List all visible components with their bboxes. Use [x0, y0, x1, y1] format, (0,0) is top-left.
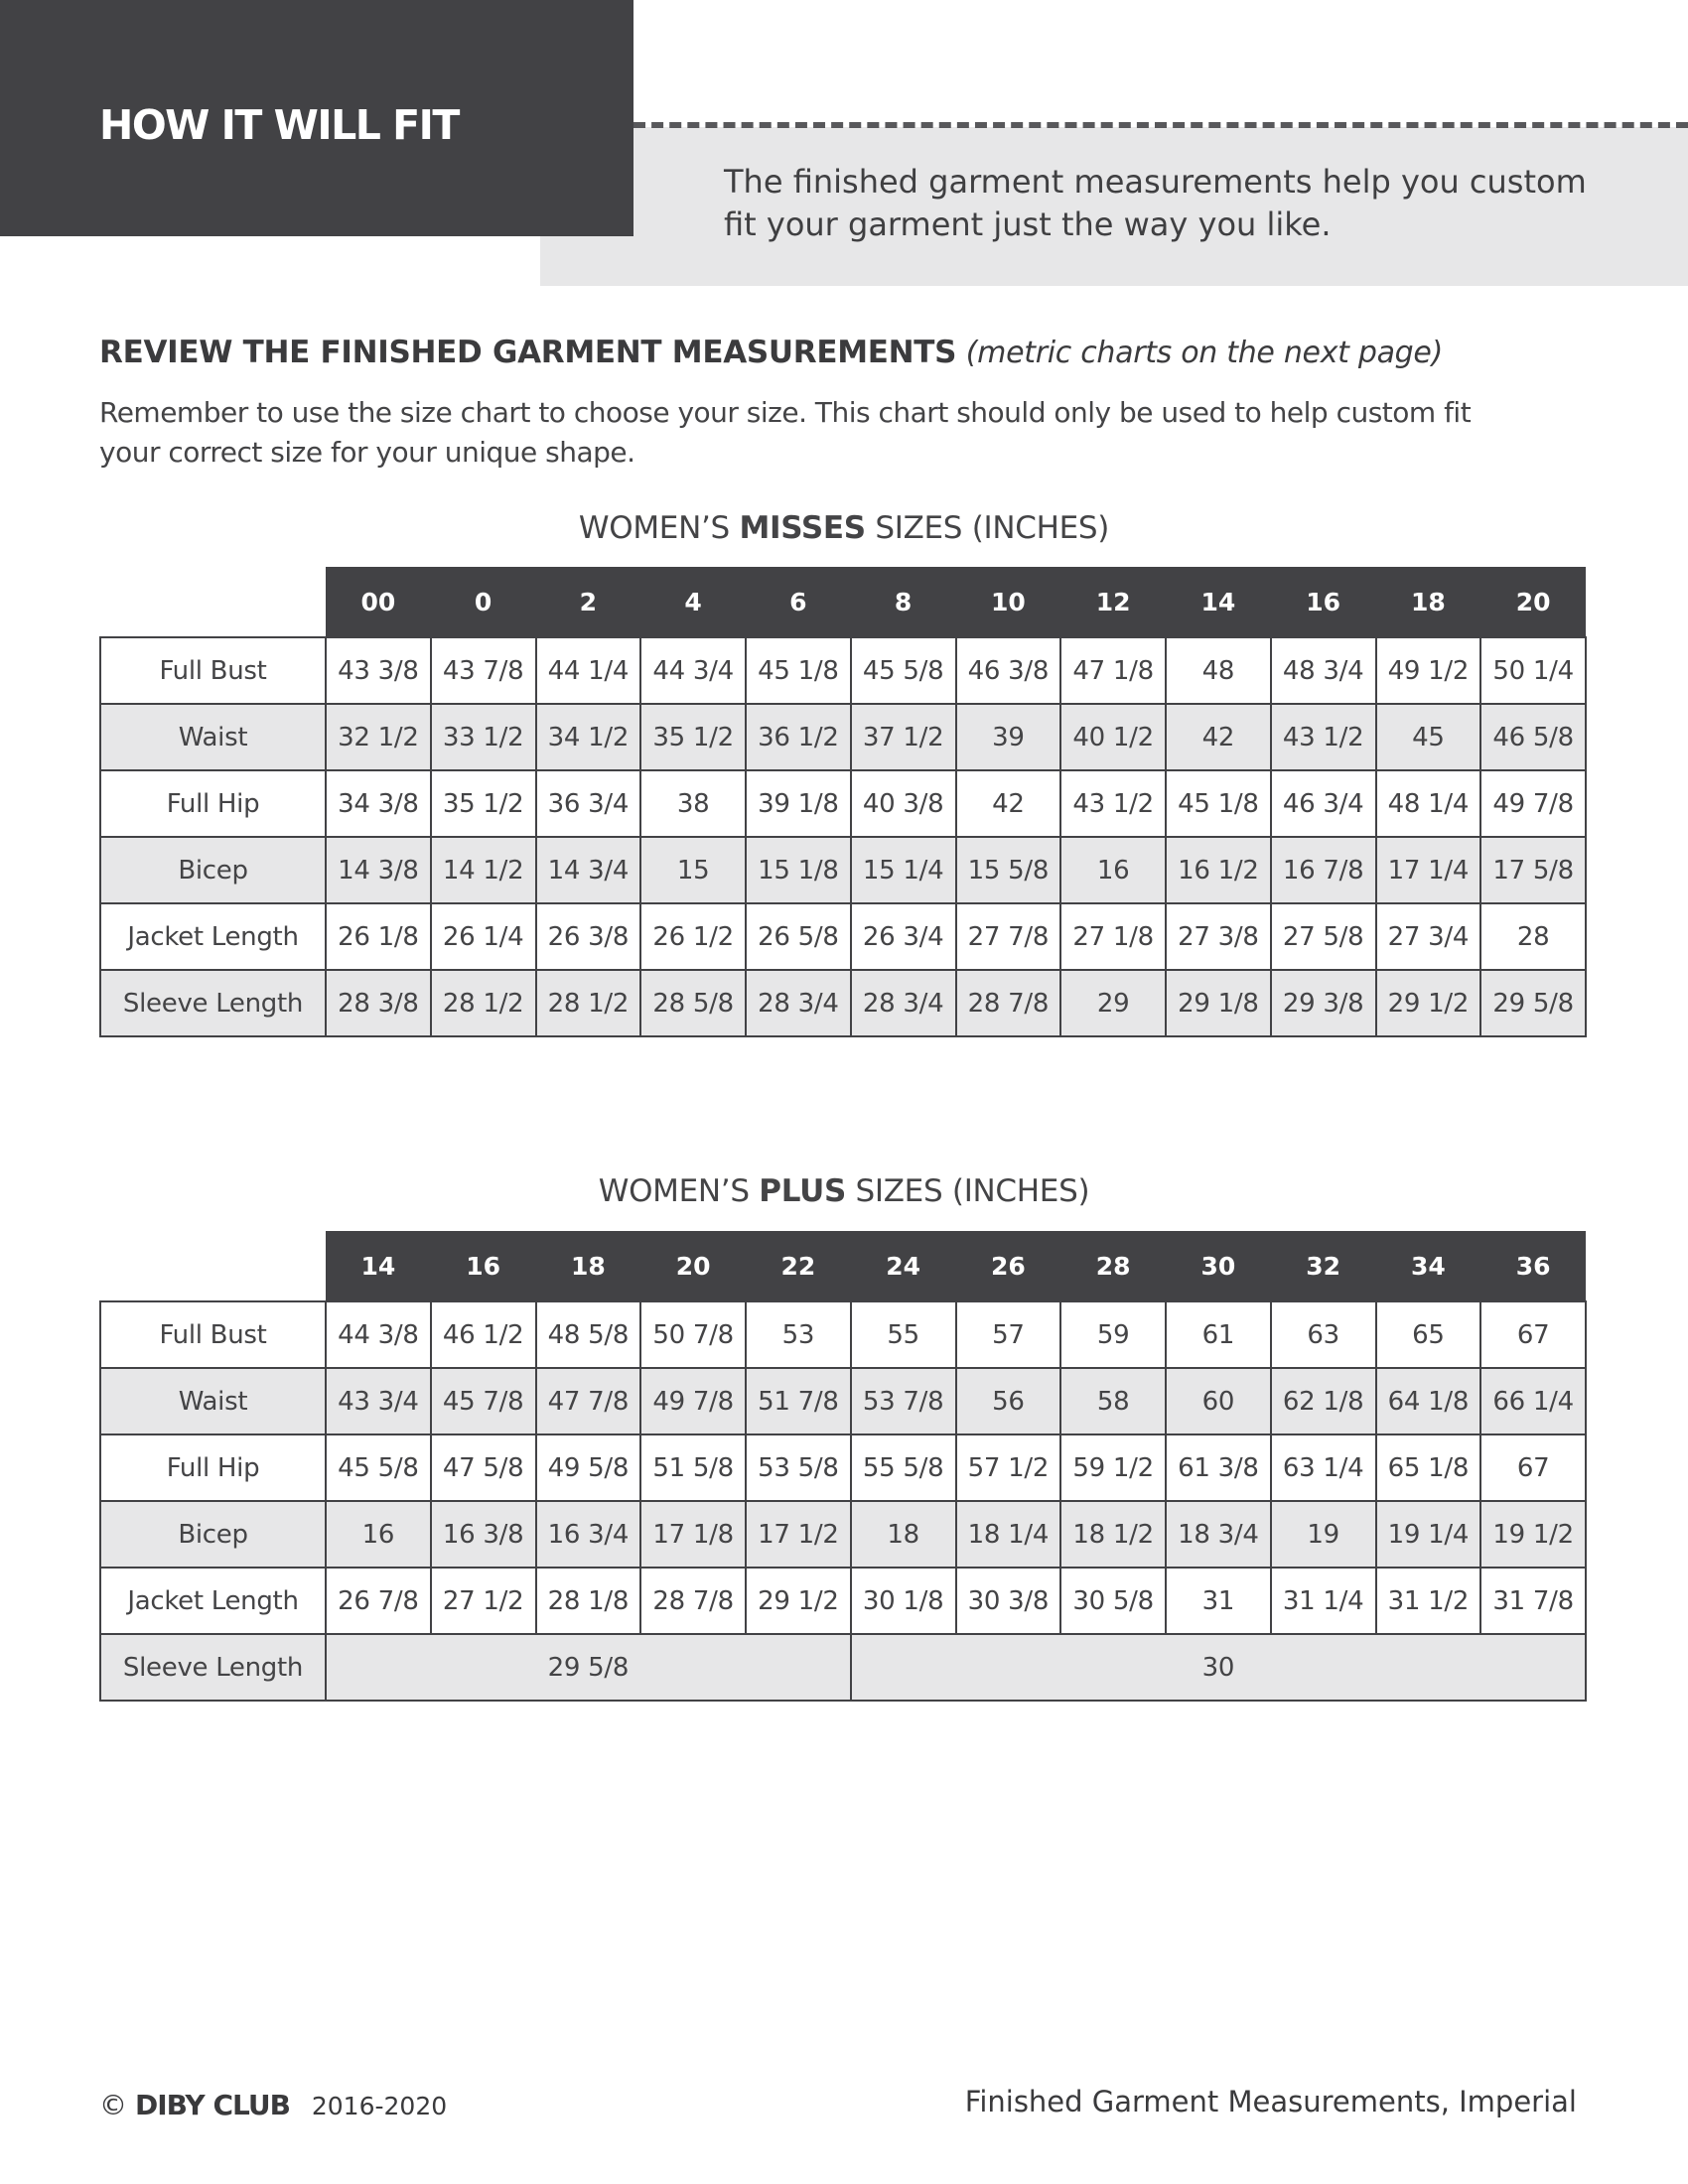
measurement-cell: 47 7/8: [536, 1368, 641, 1434]
table-row: [100, 1634, 1586, 1701]
measurement-cell: 28 7/8: [640, 1568, 746, 1634]
row-label: Full Hip: [100, 770, 326, 837]
page-title: HOW IT WILL FIT: [99, 101, 459, 149]
size-header: 22: [746, 1231, 851, 1301]
misses-title-bold: MISSES: [739, 510, 866, 546]
plus-size-table: [99, 1231, 1587, 1702]
misses-title-post: SIZES (INCHES): [865, 510, 1110, 546]
measurement-cell: 27 3/4: [1376, 903, 1481, 970]
measurement-cell: 58: [1060, 1368, 1166, 1434]
measurement-cell: 31 1/2: [1376, 1568, 1481, 1634]
measurement-cell: 31 7/8: [1480, 1568, 1586, 1634]
measurement-cell: 48 3/4: [1271, 637, 1376, 704]
size-header: 10: [956, 567, 1061, 637]
table-row: [100, 970, 1586, 1036]
measurement-cell: 40 1/2: [1060, 704, 1166, 770]
row-label: Full Bust: [100, 1301, 326, 1368]
footer-page-label: Finished Garment Measurements, Imperial: [964, 2085, 1577, 2118]
measurement-cell: 53: [746, 1301, 851, 1368]
measurement-cell: 14 1/2: [431, 837, 536, 903]
measurement-cell: 43 3/4: [326, 1368, 431, 1434]
measurement-cell: 64 1/8: [1376, 1368, 1481, 1434]
measurement-cell: 17 1/8: [640, 1501, 746, 1568]
measurement-cell: 28 5/8: [640, 970, 746, 1036]
size-header-row: [100, 1231, 1586, 1301]
measurement-cell: 46 3/8: [956, 637, 1061, 704]
measurement-cell: 65 1/8: [1376, 1434, 1481, 1501]
section-heading-note: (metric charts on the next page): [965, 336, 1443, 370]
measurement-cell: 43 1/2: [1271, 704, 1376, 770]
measurement-cell: 14 3/4: [536, 837, 641, 903]
row-label: Bicep: [100, 1501, 326, 1568]
misses-table-title: [0, 510, 1688, 546]
size-header: 16: [431, 1231, 536, 1301]
measurement-cell: 49 5/8: [536, 1434, 641, 1501]
measurement-cell: 26 3/4: [851, 903, 956, 970]
measurement-cell: 32 1/2: [326, 704, 431, 770]
measurement-cell: 15: [640, 837, 746, 903]
measurement-cell: 65: [1376, 1301, 1481, 1368]
measurement-cell: 16 1/2: [1166, 837, 1271, 903]
size-header: 0: [431, 567, 536, 637]
intro-text: The finished garment measurements help you custom fit your garment just the way you like.: [724, 163, 1587, 243]
size-header: 26: [956, 1231, 1061, 1301]
section-heading-bold: REVIEW THE FINISHED GARMENT MEASUREMENTS: [99, 335, 957, 370]
row-label: Waist: [100, 1368, 326, 1434]
table-row: [100, 1501, 1586, 1568]
measurement-cell: 34 3/8: [326, 770, 431, 837]
size-header: 34: [1376, 1231, 1481, 1301]
measurement-cell: 47 5/8: [431, 1434, 536, 1501]
size-header: 14: [326, 1231, 431, 1301]
measurement-cell: 19 1/2: [1480, 1501, 1586, 1568]
measurement-cell: 44 3/8: [326, 1301, 431, 1368]
measurement-cell: 49 1/2: [1376, 637, 1481, 704]
size-header: 8: [851, 567, 956, 637]
measurement-cell: 17 1/2: [746, 1501, 851, 1568]
measurement-cell: 49 7/8: [640, 1368, 746, 1434]
measurement-cell: 28 7/8: [956, 970, 1061, 1036]
measurement-cell: 50 7/8: [640, 1301, 746, 1368]
measurement-cell: 45 7/8: [431, 1368, 536, 1434]
size-header: 18: [536, 1231, 641, 1301]
measurement-cell: 27 7/8: [956, 903, 1061, 970]
measurement-cell: 46 3/4: [1271, 770, 1376, 837]
measurement-cell: 28 3/4: [851, 970, 956, 1036]
measurement-cell: 31: [1166, 1568, 1271, 1634]
measurement-cell: 37 1/2: [851, 704, 956, 770]
plus-title-pre: WOMEN’S: [598, 1173, 760, 1209]
measurement-cell: 45 1/8: [746, 637, 851, 704]
measurement-cell: 63 1/4: [1271, 1434, 1376, 1501]
measurement-cell: 57: [956, 1301, 1061, 1368]
measurement-cell: 29: [1060, 970, 1166, 1036]
measurement-cell: 27 1/2: [431, 1568, 536, 1634]
measurement-cell: 16 3/8: [431, 1501, 536, 1568]
measurement-cell: 29 5/8: [1480, 970, 1586, 1036]
measurement-cell: 18 1/4: [956, 1501, 1061, 1568]
table-row: [100, 1368, 1586, 1434]
measurement-cell: 48 5/8: [536, 1301, 641, 1368]
measurement-cell: 16 3/4: [536, 1501, 641, 1568]
table-row: [100, 1301, 1586, 1368]
measurement-cell: 48: [1166, 637, 1271, 704]
measurement-cell: 26 7/8: [326, 1568, 431, 1634]
misses-title-pre: WOMEN’S: [578, 510, 740, 546]
table-row: [100, 704, 1586, 770]
measurement-cell: 56: [956, 1368, 1061, 1434]
footer-brand: [99, 2089, 447, 2121]
measurement-cell: 28 1/8: [536, 1568, 641, 1634]
plus-title-post: SIZES (INCHES): [845, 1173, 1090, 1209]
measurement-cell: 33 1/2: [431, 704, 536, 770]
measurement-cell: 49 7/8: [1480, 770, 1586, 837]
measurement-cell: 30 3/8: [956, 1568, 1061, 1634]
size-header: 28: [1060, 1231, 1166, 1301]
measurement-cell: 59: [1060, 1301, 1166, 1368]
measurement-cell: 35 1/2: [431, 770, 536, 837]
measurement-cell: 47 1/8: [1060, 637, 1166, 704]
measurement-cell: 15 1/8: [746, 837, 851, 903]
measurement-cell: 18: [851, 1501, 956, 1568]
measurement-cell: 61: [1166, 1301, 1271, 1368]
measurement-cell: 28 1/2: [536, 970, 641, 1036]
measurement-cell: 30 5/8: [1060, 1568, 1166, 1634]
measurement-cell: 45 5/8: [851, 637, 956, 704]
section-heading: [99, 335, 1443, 370]
measurement-cell: 44 3/4: [640, 637, 746, 704]
footer-years: 2016-2020: [311, 2092, 448, 2120]
measurement-cell: 29 5/8: [326, 1634, 851, 1701]
measurement-cell: 43 3/8: [326, 637, 431, 704]
measurement-cell: 15 5/8: [956, 837, 1061, 903]
measurement-cell: 67: [1480, 1301, 1586, 1368]
section-description: Remember to use the size chart to choose your size. This chart should only be used to help custom fit your correct size for your unique shape.: [99, 396, 1472, 469]
measurement-cell: 55 5/8: [851, 1434, 956, 1501]
measurement-cell: 16: [326, 1501, 431, 1568]
measurement-cell: 36 1/2: [746, 704, 851, 770]
measurement-cell: 39: [956, 704, 1061, 770]
measurement-cell: 43 1/2: [1060, 770, 1166, 837]
size-header: 18: [1376, 567, 1481, 637]
table-row: [100, 1434, 1586, 1501]
measurement-cell: 19 1/4: [1376, 1501, 1481, 1568]
size-header: 4: [640, 567, 746, 637]
size-header: 6: [746, 567, 851, 637]
measurement-cell: 26 3/8: [536, 903, 641, 970]
size-header: 32: [1271, 1231, 1376, 1301]
measurement-cell: 29 1/8: [1166, 970, 1271, 1036]
measurement-cell: 39 1/8: [746, 770, 851, 837]
row-label: Full Bust: [100, 637, 326, 704]
table-row: [100, 637, 1586, 704]
dashed-divider: [633, 122, 1688, 128]
measurement-cell: 16: [1060, 837, 1166, 903]
measurement-cell: 27 5/8: [1271, 903, 1376, 970]
measurement-cell: 63: [1271, 1301, 1376, 1368]
measurement-cell: 57 1/2: [956, 1434, 1061, 1501]
row-label: Jacket Length: [100, 903, 326, 970]
intro-panel: [540, 127, 1688, 286]
copyright-symbol: ©: [99, 2089, 127, 2121]
table-row: [100, 837, 1586, 903]
measurement-cell: 36 3/4: [536, 770, 641, 837]
plus-table-title: [0, 1173, 1688, 1209]
measurement-cell: 45: [1376, 704, 1481, 770]
measurement-cell: 26 1/8: [326, 903, 431, 970]
measurement-cell: 27 3/8: [1166, 903, 1271, 970]
measurement-cell: 18 3/4: [1166, 1501, 1271, 1568]
row-label: Jacket Length: [100, 1568, 326, 1634]
size-header: 14: [1166, 567, 1271, 637]
size-header: 24: [851, 1231, 956, 1301]
measurement-cell: 60: [1166, 1368, 1271, 1434]
measurement-cell: 15 1/4: [851, 837, 956, 903]
measurement-cell: 14 3/8: [326, 837, 431, 903]
measurement-cell: 26 1/4: [431, 903, 536, 970]
row-label: Full Hip: [100, 1434, 326, 1501]
table-row: [100, 1568, 1586, 1634]
measurement-cell: 17 5/8: [1480, 837, 1586, 903]
plus-title-bold: PLUS: [759, 1173, 846, 1209]
measurement-cell: 40 3/8: [851, 770, 956, 837]
measurement-cell: 31 1/4: [1271, 1568, 1376, 1634]
measurement-cell: 35 1/2: [640, 704, 746, 770]
measurement-cell: 28 3/8: [326, 970, 431, 1036]
size-header: 20: [1480, 567, 1586, 637]
measurement-cell: 28 1/2: [431, 970, 536, 1036]
measurement-cell: 66 1/4: [1480, 1368, 1586, 1434]
measurement-cell: 28 3/4: [746, 970, 851, 1036]
measurement-cell: 46 1/2: [431, 1301, 536, 1368]
measurement-cell: 19: [1271, 1501, 1376, 1568]
size-header: 12: [1060, 567, 1166, 637]
size-header: 16: [1271, 567, 1376, 637]
measurement-cell: 28: [1480, 903, 1586, 970]
row-label: Bicep: [100, 837, 326, 903]
size-header-row: [100, 567, 1586, 637]
size-header: 2: [536, 567, 641, 637]
row-label: Waist: [100, 704, 326, 770]
table-row: [100, 903, 1586, 970]
size-header: 20: [640, 1231, 746, 1301]
measurement-cell: 16 7/8: [1271, 837, 1376, 903]
measurement-cell: 46 5/8: [1480, 704, 1586, 770]
header-corner: [100, 567, 326, 637]
measurement-cell: 26 5/8: [746, 903, 851, 970]
measurement-cell: 67: [1480, 1434, 1586, 1501]
measurement-cell: 48 1/4: [1376, 770, 1481, 837]
misses-size-table: [99, 567, 1587, 1037]
measurement-cell: 45 1/8: [1166, 770, 1271, 837]
measurement-cell: 38: [640, 770, 746, 837]
measurement-cell: 42: [956, 770, 1061, 837]
measurement-cell: 45 5/8: [326, 1434, 431, 1501]
measurement-cell: 53 7/8: [851, 1368, 956, 1434]
measurement-cell: 50 1/4: [1480, 637, 1586, 704]
measurement-cell: 59 1/2: [1060, 1434, 1166, 1501]
size-header: 00: [326, 567, 431, 637]
measurement-cell: 17 1/4: [1376, 837, 1481, 903]
measurement-cell: 44 1/4: [536, 637, 641, 704]
measurement-cell: 51 5/8: [640, 1434, 746, 1501]
measurement-cell: 27 1/8: [1060, 903, 1166, 970]
measurement-cell: 29 3/8: [1271, 970, 1376, 1036]
measurement-cell: 29 1/2: [1376, 970, 1481, 1036]
header-banner: [0, 0, 633, 236]
measurement-cell: 55: [851, 1301, 956, 1368]
measurement-cell: 61 3/8: [1166, 1434, 1271, 1501]
header-corner: [100, 1231, 326, 1301]
measurement-cell: 26 1/2: [640, 903, 746, 970]
measurement-cell: 34 1/2: [536, 704, 641, 770]
measurement-cell: 18 1/2: [1060, 1501, 1166, 1568]
measurement-cell: 30: [851, 1634, 1586, 1701]
row-label: Sleeve Length: [100, 1634, 326, 1701]
measurement-cell: 43 7/8: [431, 637, 536, 704]
table-row: [100, 770, 1586, 837]
measurement-cell: 42: [1166, 704, 1271, 770]
measurement-cell: 62 1/8: [1271, 1368, 1376, 1434]
brand-name: DIBY CLUB: [134, 2089, 290, 2121]
size-header: 36: [1480, 1231, 1586, 1301]
measurement-cell: 51 7/8: [746, 1368, 851, 1434]
size-header: 30: [1166, 1231, 1271, 1301]
measurement-cell: 53 5/8: [746, 1434, 851, 1501]
row-label: Sleeve Length: [100, 970, 326, 1036]
measurement-cell: 29 1/2: [746, 1568, 851, 1634]
measurement-cell: 30 1/8: [851, 1568, 956, 1634]
